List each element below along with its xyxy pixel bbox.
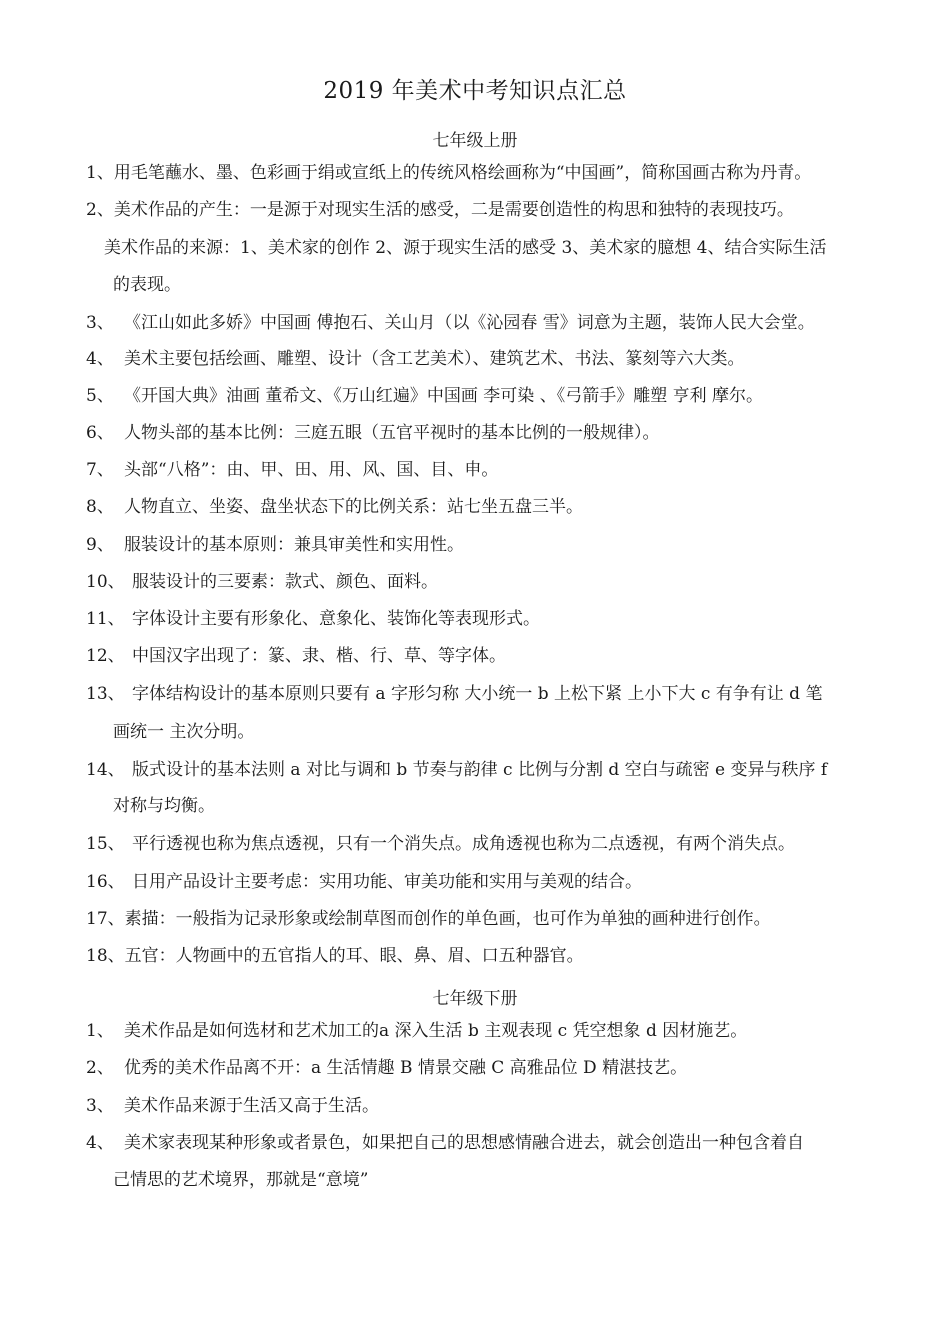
item-number: 13、 (86, 684, 125, 704)
item-number: 1、 (86, 163, 114, 183)
item-number: 14、 (86, 760, 125, 780)
item-text: 《江山如此多娇》中国画 傅抱石、关山月（以《沁园春 雪》词意为主题，装饰人民大会堂。 (124, 313, 815, 333)
item-text: 服装设计的基本原则：兼具审美性和实用性。 (124, 535, 464, 555)
item-number: 9、 (86, 535, 114, 555)
item-number: 6、 (86, 423, 114, 443)
item-number: 2、 (86, 1058, 114, 1078)
item-text: 服装设计的三要素：款式、颜色、面料。 (132, 572, 438, 592)
document-title: 2019 年美术中考知识点汇总 (323, 78, 627, 104)
item-text: 优秀的美术作品离不开：a 生活情趣 B 情景交融 C 高雅品位 D 精湛技艺。 (124, 1058, 688, 1078)
list-item (86, 564, 906, 600)
item-text: 美术作品的来源：1、美术家的创作 2、源于现实生活的感受 3、美术家的臆想 4、结合实际生活 (104, 238, 827, 258)
list-item (86, 341, 906, 377)
list-item (86, 601, 906, 637)
item-number: 2、 (86, 200, 114, 220)
item-number: 10、 (86, 572, 125, 592)
list-item (86, 901, 906, 937)
item-text: 用毛笔蘸水、墨、色彩画于绢或宣纸上的传统风格绘画称为“中国画”，简称国画古称为丹青。 (113, 163, 812, 183)
list-item (86, 305, 906, 341)
item-text: 日用产品设计主要考虑：实用功能、审美功能和实用与美观的结合。 (132, 872, 642, 892)
section-heading: 七年级上册 (432, 131, 518, 151)
item-number: 4、 (86, 349, 114, 369)
list-item (86, 1088, 906, 1124)
item-text: 美术主要包括绘画、雕塑、设计（含工艺美术）、建筑艺术、书法、篆刻等六大类。 (124, 349, 745, 369)
item-number: 4、 (86, 1133, 114, 1153)
list-item (86, 1013, 906, 1049)
list-item (86, 752, 906, 788)
section-heading: 七年级下册 (432, 989, 518, 1009)
list-item (86, 826, 906, 862)
item-text: 字体结构设计的基本原则只要有 a 字形匀称 大小统一 b 上松下紧 上小下大 c 有争有让 d 笔 (132, 684, 823, 704)
item-text: 中国汉字出现了：篆、隶、楷、行、草、等字体。 (132, 646, 506, 666)
list-item (86, 155, 906, 191)
item-number: 15、 (86, 834, 125, 854)
list-item (86, 415, 906, 451)
item-continuation: 己情思的艺术境界，那就是“意境” (113, 1170, 369, 1190)
list-item (86, 452, 906, 488)
list-item (104, 230, 924, 266)
item-number: 3、 (86, 1096, 114, 1116)
list-item (86, 527, 906, 563)
item-text: 头部“八格”：由、甲、田、用、风、国、目、申。 (124, 460, 499, 480)
list-item (86, 938, 906, 974)
item-text: 《开国大典》油画 董希文、《万山红遍》中国画 李可染 、《弓箭手》雕塑 亨利 摩尔。 (124, 386, 764, 406)
item-text: 美术作品来源于生活又高于生活。 (124, 1096, 379, 1116)
list-item (86, 192, 906, 228)
item-text: 版式设计的基本法则 a 对比与调和 b 节奏与韵律 c 比例与分割 d 空白与疏密 e 变异与秩序 f (132, 760, 828, 780)
item-text: 人物直立、坐姿、盘坐状态下的比例关系：站七坐五盘三半。 (124, 497, 583, 517)
item-continuation: 画统一 主次分明。 (113, 722, 255, 742)
item-number: 5、 (86, 386, 114, 406)
list-item (86, 1050, 906, 1086)
item-text: 美术家表现某种形象或者景色，如果把自己的思想感情融合进去，就会创造出一种包含着自 (124, 1133, 804, 1153)
item-number: 7、 (86, 460, 114, 480)
item-number: 3、 (86, 313, 114, 333)
list-item (86, 378, 906, 414)
item-text: 人物头部的基本比例：三庭五眼（五官平视时的基本比例的一般规律）。 (124, 423, 660, 443)
item-text: 美术作品是如何选材和艺术加工的a 深入生活 b 主观表现 c 凭空想象 d 因材施艺。 (124, 1021, 748, 1041)
item-number: 18、 (86, 946, 125, 966)
item-text: 美术作品的产生：一是源于对现实生活的感受，二是需要创造性的构思和独特的表现技巧。 (113, 200, 794, 220)
item-text: 平行透视也称为焦点透视，只有一个消失点。成角透视也称为二点透视，有两个消失点。 (132, 834, 795, 854)
item-continuation: 对称与均衡。 (113, 796, 215, 816)
item-number: 17、 (86, 909, 125, 929)
list-item (86, 489, 906, 525)
item-text: 素描：一般指为记录形象或绘制草图而创作的单色画，也可作为单独的画种进行创作。 (124, 909, 771, 929)
list-item (86, 1125, 906, 1161)
item-text: 字体设计主要有形象化、意象化、装饰化等表现形式。 (132, 609, 540, 629)
item-number: 1、 (86, 1021, 114, 1041)
item-number: 11、 (86, 609, 125, 629)
list-item (86, 864, 906, 900)
item-continuation: 的表现。 (113, 275, 181, 295)
item-number: 16、 (86, 872, 125, 892)
item-text: 五官：人物画中的五官指人的耳、眼、鼻、眉、口五种器官。 (124, 946, 584, 966)
item-number: 8、 (86, 497, 114, 517)
list-item (86, 638, 906, 674)
list-item (86, 676, 906, 712)
item-number: 12、 (86, 646, 125, 666)
